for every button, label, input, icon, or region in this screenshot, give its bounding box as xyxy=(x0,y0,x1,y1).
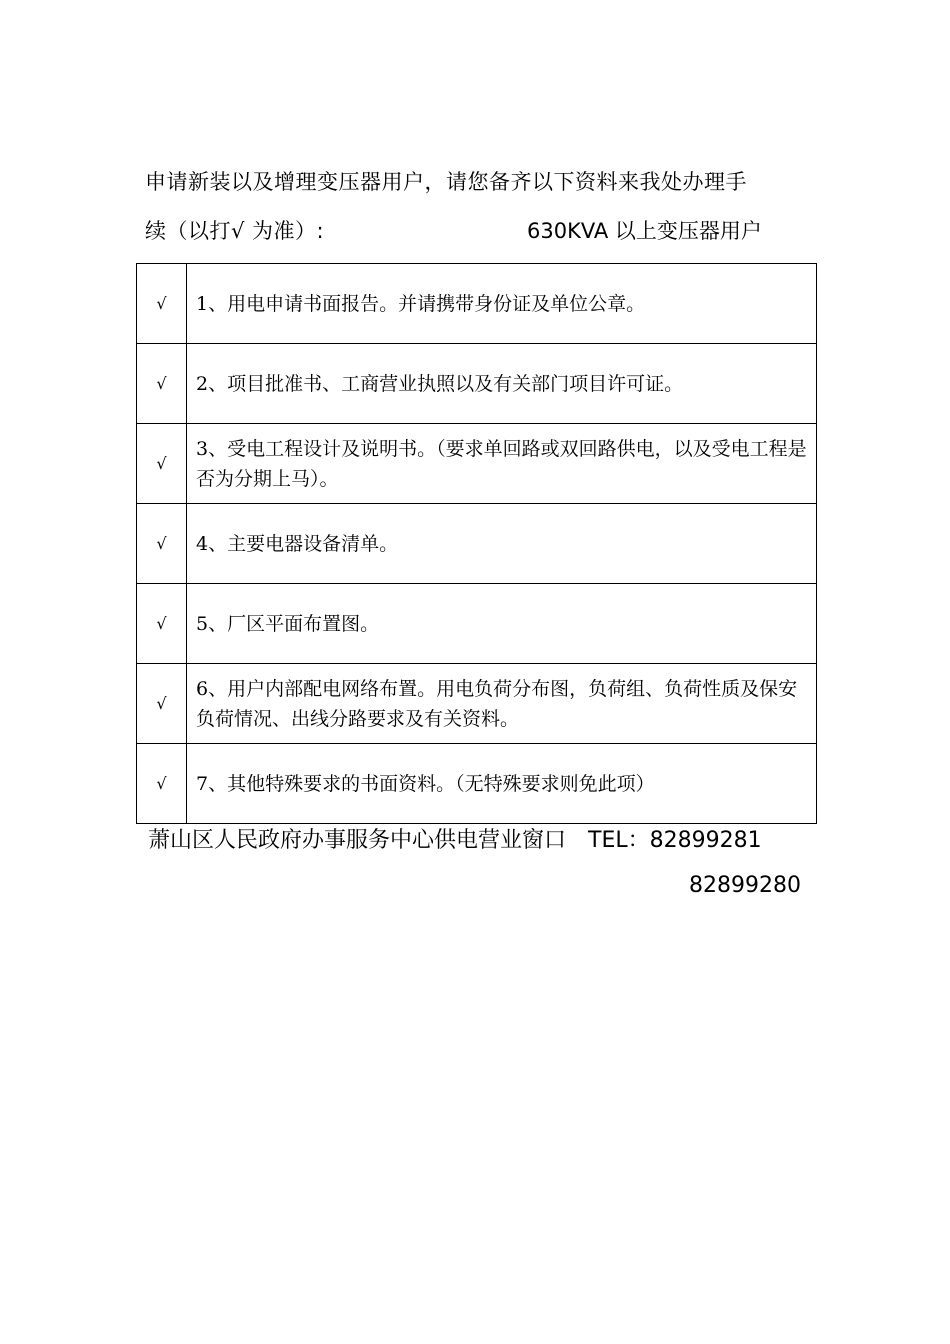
table-row xyxy=(137,504,817,584)
requirement-text: 7、其他特殊要求的书面资料。（无特殊要求则免此项） xyxy=(187,744,817,824)
table-row xyxy=(137,744,817,824)
intro-line-1: 申请新装以及增理变压器用户，请您备齐以下资料来我处办理手 xyxy=(145,170,747,194)
table-row xyxy=(137,664,817,744)
requirement-label: 1、用电申请书面报告。 xyxy=(196,292,399,315)
telephone-primary: TEL：82899281 xyxy=(588,828,762,853)
check-mark: √ xyxy=(137,344,187,424)
table-row xyxy=(137,424,817,504)
requirement-text: 5、厂区平面布置图。 xyxy=(187,584,817,664)
check-mark: √ xyxy=(137,264,187,344)
table-row xyxy=(137,344,817,424)
requirement-text xyxy=(187,264,817,344)
check-mark: √ xyxy=(137,744,187,824)
transformer-category: 630KVA 以上变压器用户 xyxy=(527,219,762,243)
requirements-table xyxy=(136,263,817,824)
requirement-text: 6、用户内部配电网络布置。用电负荷分布图，负荷组、负荷性质及保安负荷情况、出线分路要求及有关资料。 xyxy=(187,664,817,744)
check-mark: √ xyxy=(137,584,187,664)
telephone-secondary: 82899280 xyxy=(689,873,801,898)
footer-contact xyxy=(148,823,762,854)
check-mark: √ xyxy=(137,424,187,504)
requirement-text: 3、受电工程设计及说明书。（要求单回路或双回路供电，以及受电工程是否为分期上马）。 xyxy=(187,424,817,504)
office-name: 萧山区人民政府办事服务中心供电营业窗口 xyxy=(148,828,567,853)
requirement-text: 4、主要电器设备清单。 xyxy=(187,504,817,584)
intro-line-2: 续（以打√ 为准）: xyxy=(145,219,325,243)
requirement-text: 2、项目批准书、工商营业执照以及有关部门项目许可证。 xyxy=(187,344,817,424)
requirement-emphasis: 并请携带身份证及单位公章。 xyxy=(398,292,646,315)
check-mark: √ xyxy=(137,504,187,584)
check-mark: √ xyxy=(137,664,187,744)
table-row xyxy=(137,264,817,344)
table-row xyxy=(137,584,817,664)
